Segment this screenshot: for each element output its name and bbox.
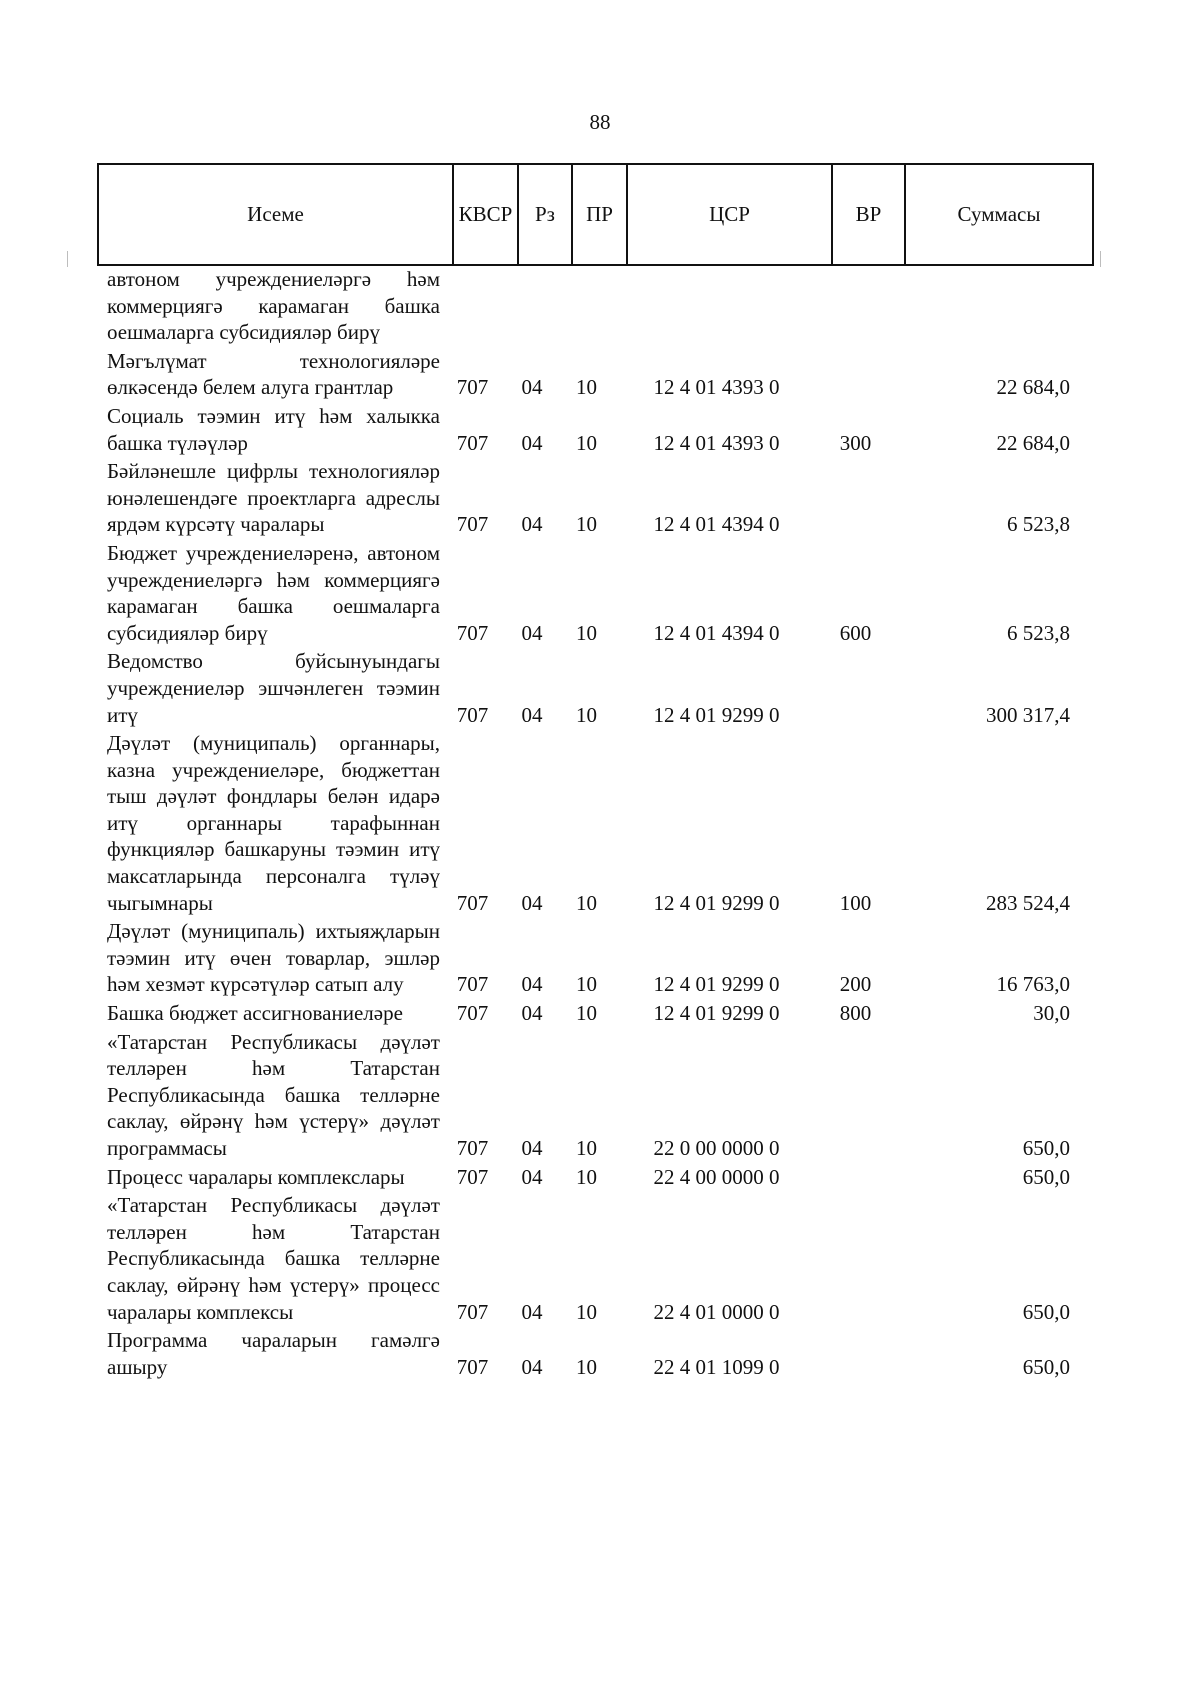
row-csr: 22 4 01 0000 0 — [653, 1299, 780, 1324]
row-sum: 650,0 — [1022, 1136, 1070, 1160]
row-sum: 650,0 — [1022, 1354, 1070, 1379]
row-rz: 04 — [521, 430, 543, 455]
row-sum: 30,0 — [1033, 1001, 1070, 1026]
row-kvsr: 707 — [456, 1354, 489, 1379]
row-vr: 600 — [839, 620, 872, 645]
row-kvsr: 707 — [456, 1001, 489, 1026]
row-rz: 04 — [521, 1001, 543, 1026]
row-csr: 12 4 01 9299 0 — [653, 972, 780, 997]
row-rz: 04 — [521, 620, 543, 645]
column-header-vr: ВР — [832, 164, 905, 265]
row-sum: 22 684,0 — [996, 375, 1070, 400]
row-vr: 300 — [839, 430, 872, 455]
row-name: Бюджет учреждениеләренә, автоном учреждениеләргә һәм коммерциягә карамаган башка оешмаларга субсидияләр бирү — [107, 540, 440, 645]
row-csr: 12 4 01 9299 0 — [653, 1001, 780, 1026]
row-pr: 10 — [576, 972, 597, 997]
row-sum: 22 684,0 — [996, 430, 1070, 455]
column-header-rz: Рз — [518, 164, 572, 265]
row-kvsr: 707 — [456, 375, 489, 400]
scan-mark-left — [67, 251, 68, 267]
row-sum: 650,0 — [1022, 1164, 1070, 1189]
row-csr: 12 4 01 9299 0 — [653, 890, 780, 915]
row-vr: 200 — [839, 972, 872, 997]
row-sum: 6 523,8 — [1007, 620, 1070, 645]
row-kvsr: 707 — [456, 702, 489, 727]
row-kvsr: 707 — [456, 972, 489, 997]
row-name: Дәүләт (муниципаль) ихтыяҗларын тәэмин итү өчен товарлар, эшләр һәм хезмәт күрсәтүләр сатып алу — [107, 919, 440, 997]
table-body — [97, 266, 1097, 1380]
row-name: Дәүләт (муниципаль) органнары, казна учреждениеләре, бюджеттан тыш дәүләт фондлары белән идарә итү органнары тарафыннан функцияләр башкаруны тәэмин итү максатларында персоналга түләү чыгымнары — [107, 731, 440, 915]
table-row — [97, 458, 1097, 538]
row-rz: 04 — [521, 1164, 543, 1189]
row-kvsr: 707 — [456, 890, 489, 915]
row-pr: 10 — [576, 512, 597, 537]
scan-mark-right — [1100, 251, 1101, 267]
row-pr: 10 — [576, 620, 597, 645]
row-pr: 10 — [576, 430, 597, 455]
table-row — [97, 918, 1097, 998]
row-rz: 04 — [521, 1354, 543, 1379]
column-header-sum: Суммасы — [905, 164, 1093, 265]
row-pr: 10 — [576, 1136, 597, 1160]
table-header — [97, 163, 1094, 266]
column-header-name: Исеме — [98, 164, 453, 265]
row-csr: 12 4 01 4394 0 — [653, 620, 780, 645]
table-row — [97, 648, 1097, 728]
row-kvsr: 707 — [456, 1299, 489, 1324]
row-name: Бәйләнешле цифрлы технологияләр юнәлешендәге проектларга адреслы ярдәм күрсәтү чаралары — [107, 459, 440, 537]
row-kvsr: 707 — [456, 1136, 489, 1160]
column-header-kvsr: КВСР — [453, 164, 518, 265]
row-name: «Татарстан Республикасы дәүләт телләрен һәм Татарстан Республикасында башка телләрне саклау, өйрәнү һәм үстерү» дәүләт программасы — [107, 1029, 440, 1160]
row-csr: 12 4 01 4394 0 — [653, 512, 780, 537]
row-name: Социаль тәэмин итү һәм халыкка башка түләүләр — [107, 403, 440, 455]
row-sum: 650,0 — [1022, 1299, 1070, 1324]
row-kvsr: 707 — [456, 620, 489, 645]
row-name: Программа чараларын гамәлгә ашыру — [107, 1328, 440, 1379]
row-pr: 10 — [576, 890, 597, 915]
row-csr: 22 0 00 0000 0 — [653, 1136, 780, 1160]
row-sum: 300 317,4 — [986, 702, 1070, 727]
row-sum: 16 763,0 — [996, 972, 1070, 997]
row-pr: 10 — [576, 1354, 597, 1379]
row-vr: 100 — [839, 890, 872, 915]
table-row — [97, 266, 1097, 346]
table-row — [97, 1164, 1097, 1191]
row-kvsr: 707 — [456, 1164, 489, 1189]
page-number: 88 — [589, 110, 611, 134]
column-header-pr: ПР — [572, 164, 627, 265]
row-sum: 6 523,8 — [1007, 512, 1070, 537]
row-pr: 10 — [576, 1001, 597, 1026]
table-row — [97, 540, 1097, 646]
row-name: Башка бюджет ассигнованиеләре — [107, 1001, 403, 1026]
row-name: Ведомство буйсынуындагы учреждениеләр эшчәнлеген тәэмин итү — [107, 649, 440, 727]
row-sum: 283 524,4 — [986, 890, 1070, 915]
row-rz: 04 — [521, 1299, 543, 1324]
table-row — [97, 1327, 1097, 1380]
row-csr: 12 4 01 4393 0 — [653, 375, 780, 400]
row-name: «Татарстан Республикасы дәүләт телләрен һәм Татарстан Республикасында башка телләрне саклау, өйрәнү һәм үстерү» процесс чаралары комплексы — [107, 1193, 440, 1324]
row-name: Процесс чаралары комплекслары — [107, 1164, 405, 1189]
row-rz: 04 — [521, 890, 543, 915]
row-csr: 12 4 01 4393 0 — [653, 430, 780, 455]
row-kvsr: 707 — [456, 430, 489, 455]
row-rz: 04 — [521, 1136, 543, 1160]
row-rz: 04 — [521, 972, 543, 997]
table-row — [97, 1000, 1097, 1027]
column-header-csr: ЦСР — [627, 164, 832, 265]
row-pr: 10 — [576, 702, 597, 727]
table-row — [97, 730, 1097, 916]
row-rz: 04 — [521, 702, 543, 727]
row-csr: 22 4 00 0000 0 — [653, 1164, 780, 1189]
row-csr: 12 4 01 9299 0 — [653, 702, 780, 727]
row-pr: 10 — [576, 1299, 597, 1324]
table-row — [97, 403, 1097, 456]
row-name: автоном учреждениеләргә һәм коммерциягә карамаган башка оешмаларга субсидияләр бирү — [107, 267, 440, 345]
row-vr: 800 — [839, 1001, 872, 1026]
table-row — [97, 1192, 1097, 1325]
table-row — [97, 1029, 1097, 1162]
row-name: Мәгълүмат технологияләре өлкәсендә белем алуга грантлар — [107, 348, 440, 400]
table-row — [97, 348, 1097, 401]
row-rz: 04 — [521, 512, 543, 537]
row-kvsr: 707 — [456, 512, 489, 537]
row-pr: 10 — [576, 1164, 597, 1189]
row-csr: 22 4 01 1099 0 — [653, 1354, 780, 1379]
row-rz: 04 — [521, 375, 543, 400]
row-pr: 10 — [576, 375, 597, 400]
